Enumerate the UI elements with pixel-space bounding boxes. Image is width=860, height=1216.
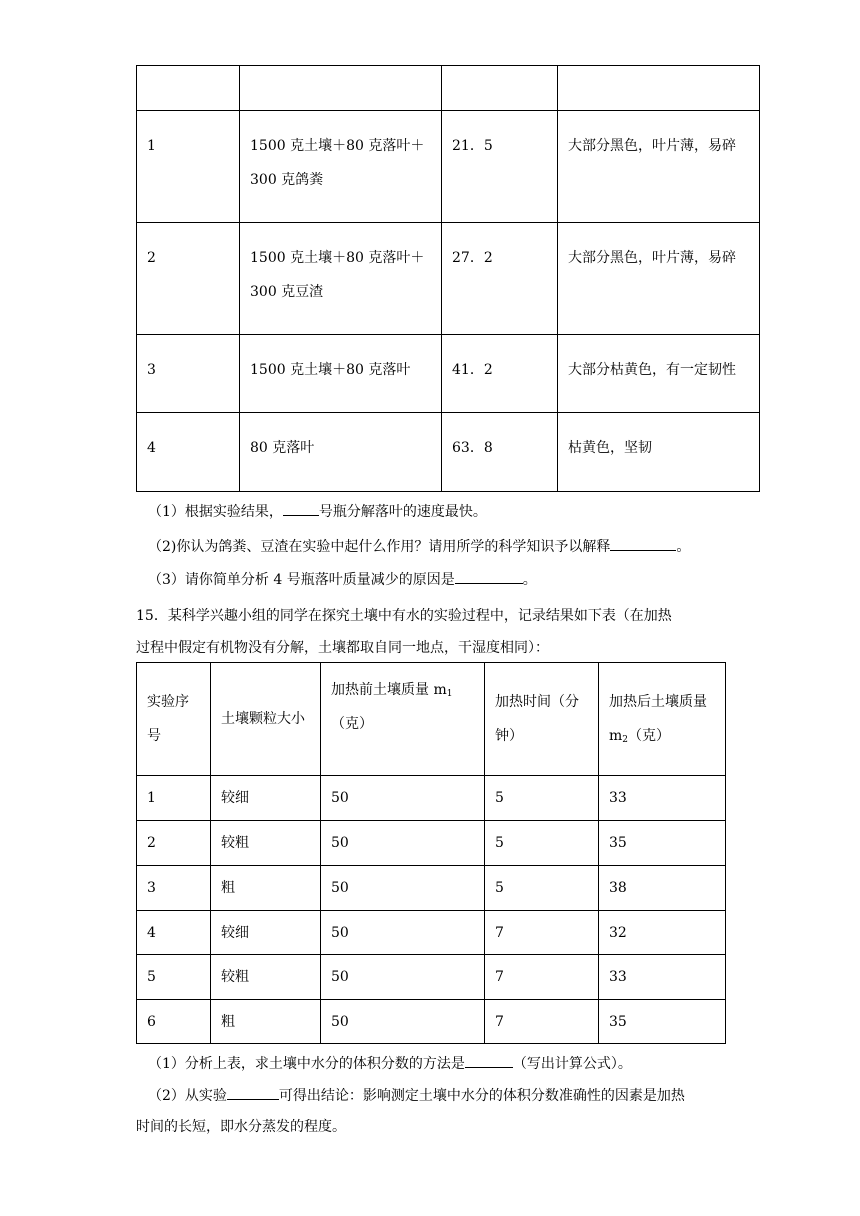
table-header-row [137, 66, 760, 111]
header-text: 加热时间（分 [495, 694, 579, 710]
answer-blank[interactable] [455, 569, 523, 584]
table-row [137, 776, 726, 821]
heating-time: 5 [485, 776, 599, 821]
remaining-mass: 21．5 [442, 111, 558, 223]
header-text: 钟） [495, 728, 523, 744]
answer-blank[interactable] [283, 501, 319, 516]
header-cell [485, 663, 599, 776]
trial-id: 3 [137, 866, 211, 911]
bottle-material: 80 克落叶 [240, 413, 442, 492]
table-row [137, 1000, 726, 1044]
question-text: （3）请你简单分析 4 号瓶落叶质量减少的原因是 [148, 572, 455, 588]
header-cell [137, 663, 211, 776]
table-row [137, 821, 726, 866]
heating-time: 5 [485, 821, 599, 866]
particle-size: 较细 [211, 911, 321, 955]
bottle-id: 2 [137, 223, 240, 335]
mass-before: 50 [321, 955, 485, 1000]
mass-after: 35 [599, 1000, 726, 1044]
table-cell [240, 66, 442, 111]
leaf-state: 枯黄色，坚韧 [558, 413, 760, 492]
particle-size: 粗 [211, 866, 321, 911]
table-row [137, 223, 760, 335]
mass-after: 32 [599, 911, 726, 955]
leaf-state: 大部分黑色，叶片薄，易碎 [558, 111, 760, 223]
bottle-material: 1500 克土壤＋80 克落叶 [240, 335, 442, 413]
mass-before: 50 [321, 911, 485, 955]
heating-time: 5 [485, 866, 599, 911]
remaining-mass: 27．2 [442, 223, 558, 335]
mass-after: 38 [599, 866, 726, 911]
heating-time: 7 [485, 955, 599, 1000]
table-row [137, 955, 726, 1000]
bottle-id: 4 [137, 413, 240, 492]
subscript: 1 [446, 689, 453, 699]
bottle-id: 1 [137, 111, 240, 223]
bottle-material [240, 223, 442, 335]
table-row [137, 866, 726, 911]
question-text: 。 [676, 539, 691, 555]
question-15-stem-line-1: 15．某科学兴趣小组的同学在探究土壤中有水的实验过程中，记录结果如下表（在加热 [136, 608, 672, 624]
leaf-state: 大部分黑色，叶片薄，易碎 [558, 223, 760, 335]
question-text: 可得出结论：影响测定土壤中水分的体积分数准确性的因素是加热 [278, 1088, 685, 1104]
particle-size: 较粗 [211, 955, 321, 1000]
mass-after: 35 [599, 821, 726, 866]
soil-water-table [136, 662, 726, 1044]
header-cell [321, 663, 485, 776]
trial-id: 1 [137, 776, 211, 821]
question-text: 号瓶分解落叶的速度最快。 [318, 504, 487, 520]
bottle-id: 3 [137, 335, 240, 413]
question-text: （2）从实验 [148, 1088, 227, 1104]
header-text: 号 [147, 728, 161, 744]
table-row [137, 111, 760, 223]
material-line: 300 克豆渣 [250, 284, 324, 300]
subscript: 2 [622, 735, 629, 745]
mass-before: 50 [321, 1000, 485, 1044]
question-15-part-1 [148, 1053, 632, 1074]
mass-before: 50 [321, 776, 485, 821]
table-cell [558, 66, 760, 111]
header-text: 加热后土壤质量 [609, 694, 707, 710]
material-line: 300 克鸽粪 [250, 172, 324, 188]
table-header-row [137, 663, 726, 776]
heating-time: 7 [485, 911, 599, 955]
question-text: （写出计算公式）。 [512, 1056, 632, 1072]
particle-size: 较细 [211, 776, 321, 821]
remaining-mass: 41．2 [442, 335, 558, 413]
header-text: m [609, 728, 623, 744]
material-line: 1500 克土壤＋80 克落叶＋ [250, 250, 425, 266]
trial-id: 4 [137, 911, 211, 955]
mass-before: 50 [321, 821, 485, 866]
header-text: （克） [331, 716, 373, 732]
bottle-material [240, 111, 442, 223]
trial-id: 6 [137, 1000, 211, 1044]
question-text: 。 [522, 572, 537, 588]
table-cell [442, 66, 558, 111]
table-row [137, 335, 760, 413]
mass-after: 33 [599, 776, 726, 821]
question-15-part-2 [148, 1085, 685, 1106]
heating-time: 7 [485, 1000, 599, 1044]
table-row [137, 413, 760, 492]
mass-before: 50 [321, 866, 485, 911]
mass-after: 33 [599, 955, 726, 1000]
leaf-state: 大部分枯黄色，有一定韧性 [558, 335, 760, 413]
decomposition-results-table [136, 65, 760, 492]
header-cell: 土壤颗粒大小 [211, 663, 321, 776]
material-line: 1500 克土壤＋80 克落叶＋ [250, 138, 425, 154]
question-14-part-2 [148, 536, 690, 557]
question-text: （1）分析上表，求土壤中水分的体积分数的方法是 [148, 1056, 465, 1072]
trial-id: 5 [137, 955, 211, 1000]
question-15-part-2-line-2: 时间的长短，即水分蒸发的程度。 [136, 1119, 346, 1135]
question-15-stem-line-2: 过程中假定有机物没有分解，土壤都取自同一地点，干湿度相同）： [136, 640, 549, 656]
header-text: 加热前土壤质量 m [331, 682, 447, 698]
answer-blank[interactable] [610, 536, 676, 551]
table-cell [137, 66, 240, 111]
question-text: （2)你认为鸽粪、豆渣在实验中起什么作用？请用所学的科学知识予以解释 [148, 539, 611, 555]
trial-id: 2 [137, 821, 211, 866]
answer-blank[interactable] [227, 1085, 279, 1100]
question-14-part-1 [148, 501, 487, 522]
header-text: 实验序 [147, 694, 189, 710]
answer-blank[interactable] [465, 1053, 513, 1068]
remaining-mass: 63．8 [442, 413, 558, 492]
header-cell [599, 663, 726, 776]
particle-size: 粗 [211, 1000, 321, 1044]
question-14-part-3 [148, 569, 537, 590]
header-text: （克） [628, 728, 671, 744]
table-row [137, 911, 726, 955]
particle-size: 较粗 [211, 821, 321, 866]
question-text: （1）根据实验结果， [148, 504, 283, 520]
